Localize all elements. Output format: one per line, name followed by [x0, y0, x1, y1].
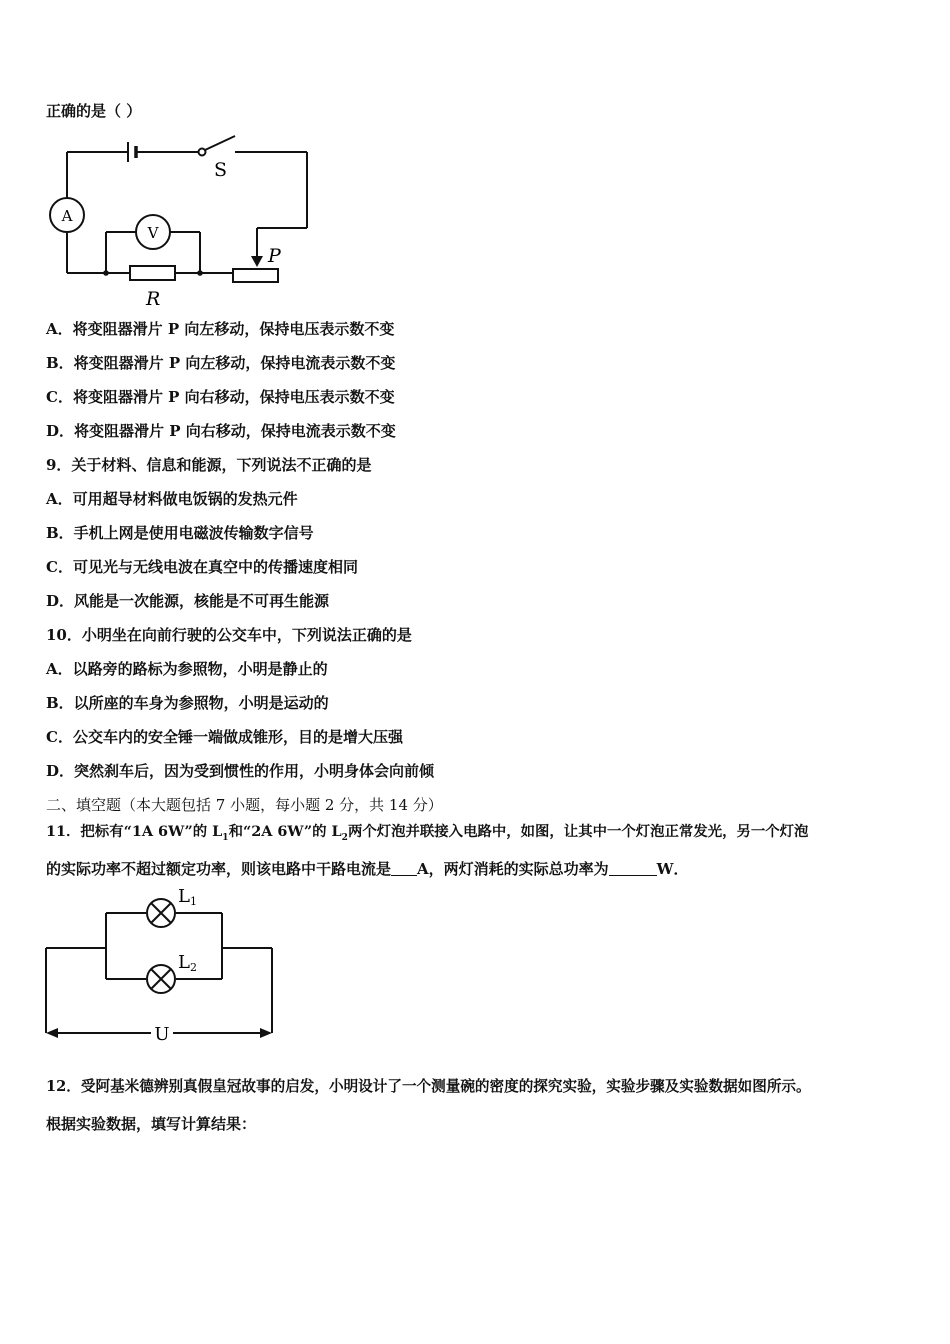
q8-stem-tail: 正确的是（ ）: [46, 102, 142, 120]
resistor-symbol: [130, 266, 175, 280]
q11-line1: 11．把标有“1A 6W”的 $L_1$和“2A 6W”的 $L_2$两个灯泡并联接入电路中，如图，让其中一个灯泡正常发光，另一个灯泡: [46, 823, 809, 843]
slider-label: P: [268, 245, 281, 267]
slider-arrow: [251, 256, 263, 267]
q11-line2: 的实际功率不超过额定功率，则该电路中干路电流是 A，两灯消耗的实际总功率为 W．: [46, 860, 689, 878]
q8-option-d: D．将变阻器滑片 P 向右移动，保持电流表示数不变: [46, 422, 396, 440]
q10-option-b: B．以所座的车身为参照物，小明是运动的: [46, 694, 329, 712]
lamp-l1-label: L1: [178, 886, 197, 908]
q8-option-b: B．将变阻器滑片 P 向左移动，保持电流表示数不变: [46, 354, 396, 372]
q12-line2: 根据实验数据，填写计算结果：: [46, 1115, 257, 1133]
q10-stem: 10．小明坐在向前行驶的公交车中，下列说法正确的是: [46, 626, 412, 644]
q8-option-c: C．将变阻器滑片 P 向右移动，保持电压表示数不变: [46, 388, 395, 406]
arrow-right-icon: [260, 1028, 272, 1038]
q11-parallel-circuit: [40, 882, 280, 1048]
voltage-label: U: [154, 1024, 170, 1045]
ammeter-label: A: [61, 207, 73, 225]
q12-line1: 12．受阿基米德辨别真假皇冠故事的启发，小明设计了一个测量碗的密度的探究实验，实验步骤及实验数据如图所示。: [46, 1078, 811, 1095]
switch-blade: [205, 136, 235, 150]
rheostat-symbol: [233, 269, 278, 282]
switch-pivot: [199, 149, 206, 156]
q8-circuit-diagram: [40, 128, 320, 310]
lamp-l1-symbol: [147, 899, 175, 927]
arrow-left-icon: [46, 1028, 58, 1038]
current-answer-blank: [391, 861, 417, 876]
q8-option-a: A．将变阻器滑片 P 向左移动，保持电压表示数不变: [46, 320, 395, 338]
q9-option-a: A．可用超导材料做电饭锅的发热元件: [46, 490, 298, 508]
q9-option-d: D．风能是一次能源，核能是不可再生能源: [46, 592, 330, 610]
switch-label: S: [214, 159, 228, 181]
power-answer-blank: [609, 861, 657, 876]
lamp-l2-label: L2: [178, 952, 197, 974]
lamp-l2-symbol: [147, 965, 175, 993]
q9-option-b: B．手机上网是使用电磁波传输数字信号: [46, 524, 314, 542]
q10-option-c: C．公交车内的安全锤一端做成锥形，目的是增大压强: [46, 728, 403, 746]
section2-heading: 二、填空题（本大题包括 7 小题，每小题 2 分，共 14 分）: [46, 796, 443, 814]
resistor-label: R: [146, 288, 161, 310]
q9-option-c: C．可见光与无线电波在真空中的传播速度相同: [46, 558, 358, 576]
q10-option-d: D．突然刹车后，因为受到惯性的作用，小明身体会向前倾: [46, 762, 435, 780]
voltmeter-label: V: [147, 224, 159, 242]
q9-stem: 9．关于材料、信息和能源，下列说法不正确的是: [46, 456, 372, 474]
q10-option-a: A．以路旁的路标为参照物，小明是静止的: [46, 660, 328, 678]
